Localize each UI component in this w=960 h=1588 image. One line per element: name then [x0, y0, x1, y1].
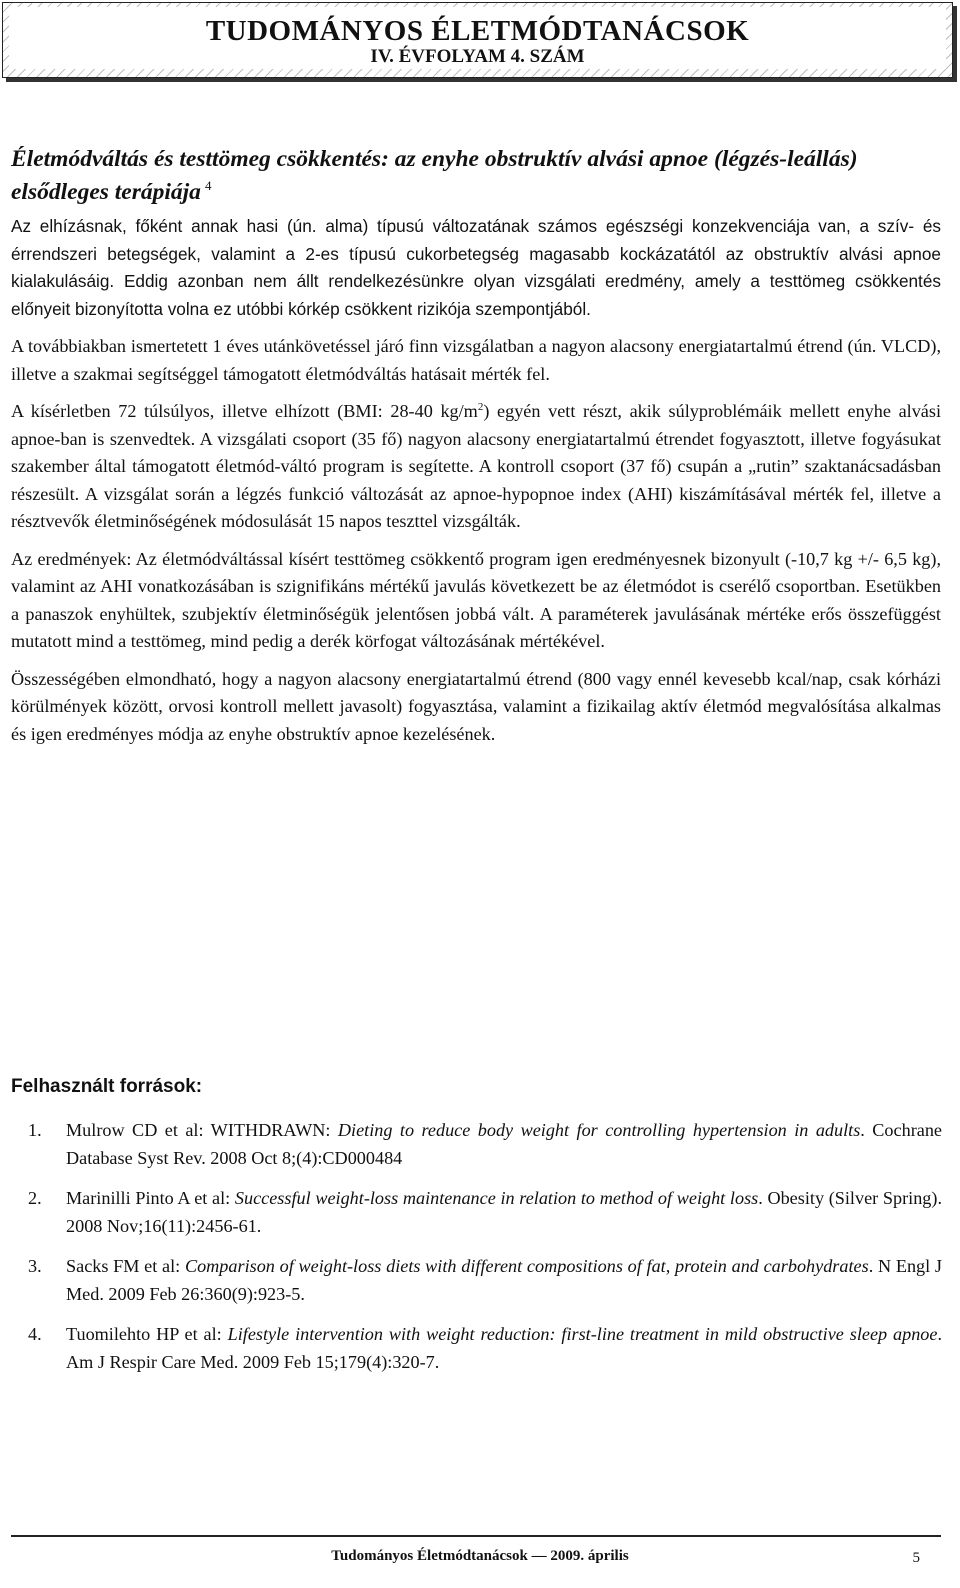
- journal-title: TUDOMÁNYOS ÉLETMÓDTANÁCSOK: [205, 15, 750, 47]
- reference-source: . Am J Respir Care Med. 2009 Feb 15;179(4):320-7.: [66, 1324, 942, 1372]
- reference-source: . Cochrane Database Syst Rev. 2008 Oct 8;(4):CD000484: [66, 1120, 942, 1168]
- footer-divider: [11, 1535, 941, 1537]
- reference-title: Successful weight-loss maintenance in relation to method of weight loss: [234, 1188, 759, 1208]
- footer-journal-date: Tudományos Életmódtanácsok — 2009. április: [331, 1548, 629, 1564]
- reference-authors: Marinilli Pinto A et al:: [66, 1188, 235, 1208]
- reference-number: 2.: [28, 1188, 42, 1208]
- reference-number: 3.: [28, 1256, 42, 1276]
- reference-source: . N Engl J Med. 2009 Feb 26:360(9):923-5.: [66, 1256, 942, 1304]
- journal-header-banner: [2, 2, 953, 78]
- paragraph-conclusion: Összességében elmondható, hogy a nagyon alacsony energiatartalmú étrend (800 vagy ennél kevesebb kcal/nap, csak kórházi körülmények között, orvosi kontroll mellett javasolt) fogyasztása, valamint a fizikailag aktív életmód megvalósítása alkalmas és igen eredményes módja az enyhe obstruktív apnoe kezelésének.: [11, 668, 941, 744]
- paragraph-study-description: A továbbiakban ismertetett 1 éves utánkövetéssel járó finn vizsgálatban a nagyon alacsony energiatartalmú étrend (ún. VLCD), illetve a szakmai segítséggel támogatott életmódváltás hatásait mérték fel.: [11, 336, 941, 384]
- reference-authors: Tuomilehto HP et al:: [66, 1324, 228, 1344]
- reference-item: [28, 1252, 942, 1308]
- reference-number: 1.: [28, 1120, 42, 1140]
- article-body: [11, 213, 941, 758]
- reference-item: [28, 1320, 942, 1376]
- reference-authors: Mulrow CD et al: WITHDRAWN:: [66, 1120, 338, 1140]
- reference-authors: Sacks FM et al:: [66, 1256, 185, 1276]
- paragraph-methods: [11, 398, 941, 536]
- page-number: 5: [912, 1550, 920, 1566]
- paragraph-methods-rest: ) egyén vett részt, akik súlyproblémáik mellett enyhe alvási apnoe-ban is szenvedtek. A vizsgálati csoport (35 fő) nagyon alacsony energiatartalmú étrendet fogyasztott, illetve fogyásukat szakember által támogatott életmód-váltó program is segítette. A kontroll csoport (37 fő) csupán a „rutin” szaktanácsadásban részesült. A vizsgálat során a légzés funkció változását az apnoe-hypopnoe index (AHI) kiszámításával mérték fel, illetve a résztvevők életminőségének módosulását 15 napos teszttel vizsgálták.: [11, 401, 941, 531]
- reference-source: . Obesity (Silver Spring). 2008 Nov;16(11):2456-61.: [66, 1188, 942, 1236]
- journal-issue: IV. ÉVFOLYAM 4. SZÁM: [370, 46, 585, 67]
- superscript-exponent: 2: [477, 400, 484, 413]
- reference-item: [28, 1184, 942, 1240]
- journal-header-panel: [9, 7, 946, 69]
- paragraph-methods-start: A kísérletben 72 túlsúlyos, illetve elhízott (BMI: 28-40 kg/m: [11, 401, 478, 421]
- references-heading: Felhasznált források:: [11, 1076, 203, 1097]
- reference-title: Dieting to reduce body weight for controlling hypertension in adults: [337, 1120, 861, 1140]
- footnote-marker: 4: [204, 178, 212, 194]
- reference-title: Comparison of weight-loss diets with different compositions of fat, protein and carbohydrates: [184, 1256, 869, 1276]
- paragraph-results: Az eredmények: Az életmódváltással kísért testtömeg csökkentő program igen eredményesnek bizonyult (-10,7 kg +/- 6,5 kg), valamint az AHI vonatkozásában is szignifikáns mértékű javulás következett be az életmódot is cserélő csoportban. Esetükben a panaszok enyhültek, szubjektív életminőségük jelentősen jobbá vált. A paraméterek javulásának mértéke erős összefüggést mutatott mind a testtömeg, mind pedig a derék körfogat változásának mértékével.: [11, 548, 941, 651]
- reference-item: [28, 1116, 942, 1172]
- article-title: [11, 143, 941, 209]
- reference-number: 4.: [28, 1324, 42, 1344]
- reference-title: Lifestyle intervention with weight reduction: first-line treatment in mild obstructive sleep apnoe: [227, 1324, 938, 1344]
- references-list: [28, 1116, 942, 1388]
- article-title-text: Életmódváltás és testtömeg csökkentés: az enyhe obstruktív alvási apnoe (légzés-leállás) elsődleges terápiája: [11, 146, 858, 205]
- paragraph-intro: Az elhízásnak, főként annak hasi (ún. alma) típusú változatának számos egészségi konzekvenciája van, a szív- és érrendszeri betegségek, valamint a 2-es típusú cukorbetegség magasabb kockázatától az obstruktív alvási apnoe kialakulásáig. Eddig azonban nem állt rendelkezésünkre olyan vizsgálati eredmény, amely a testtömeg csökkentés előnyeit bizonyította volna ez utóbbi kórkép csökkent rizikója szempontjából.: [11, 216, 941, 319]
